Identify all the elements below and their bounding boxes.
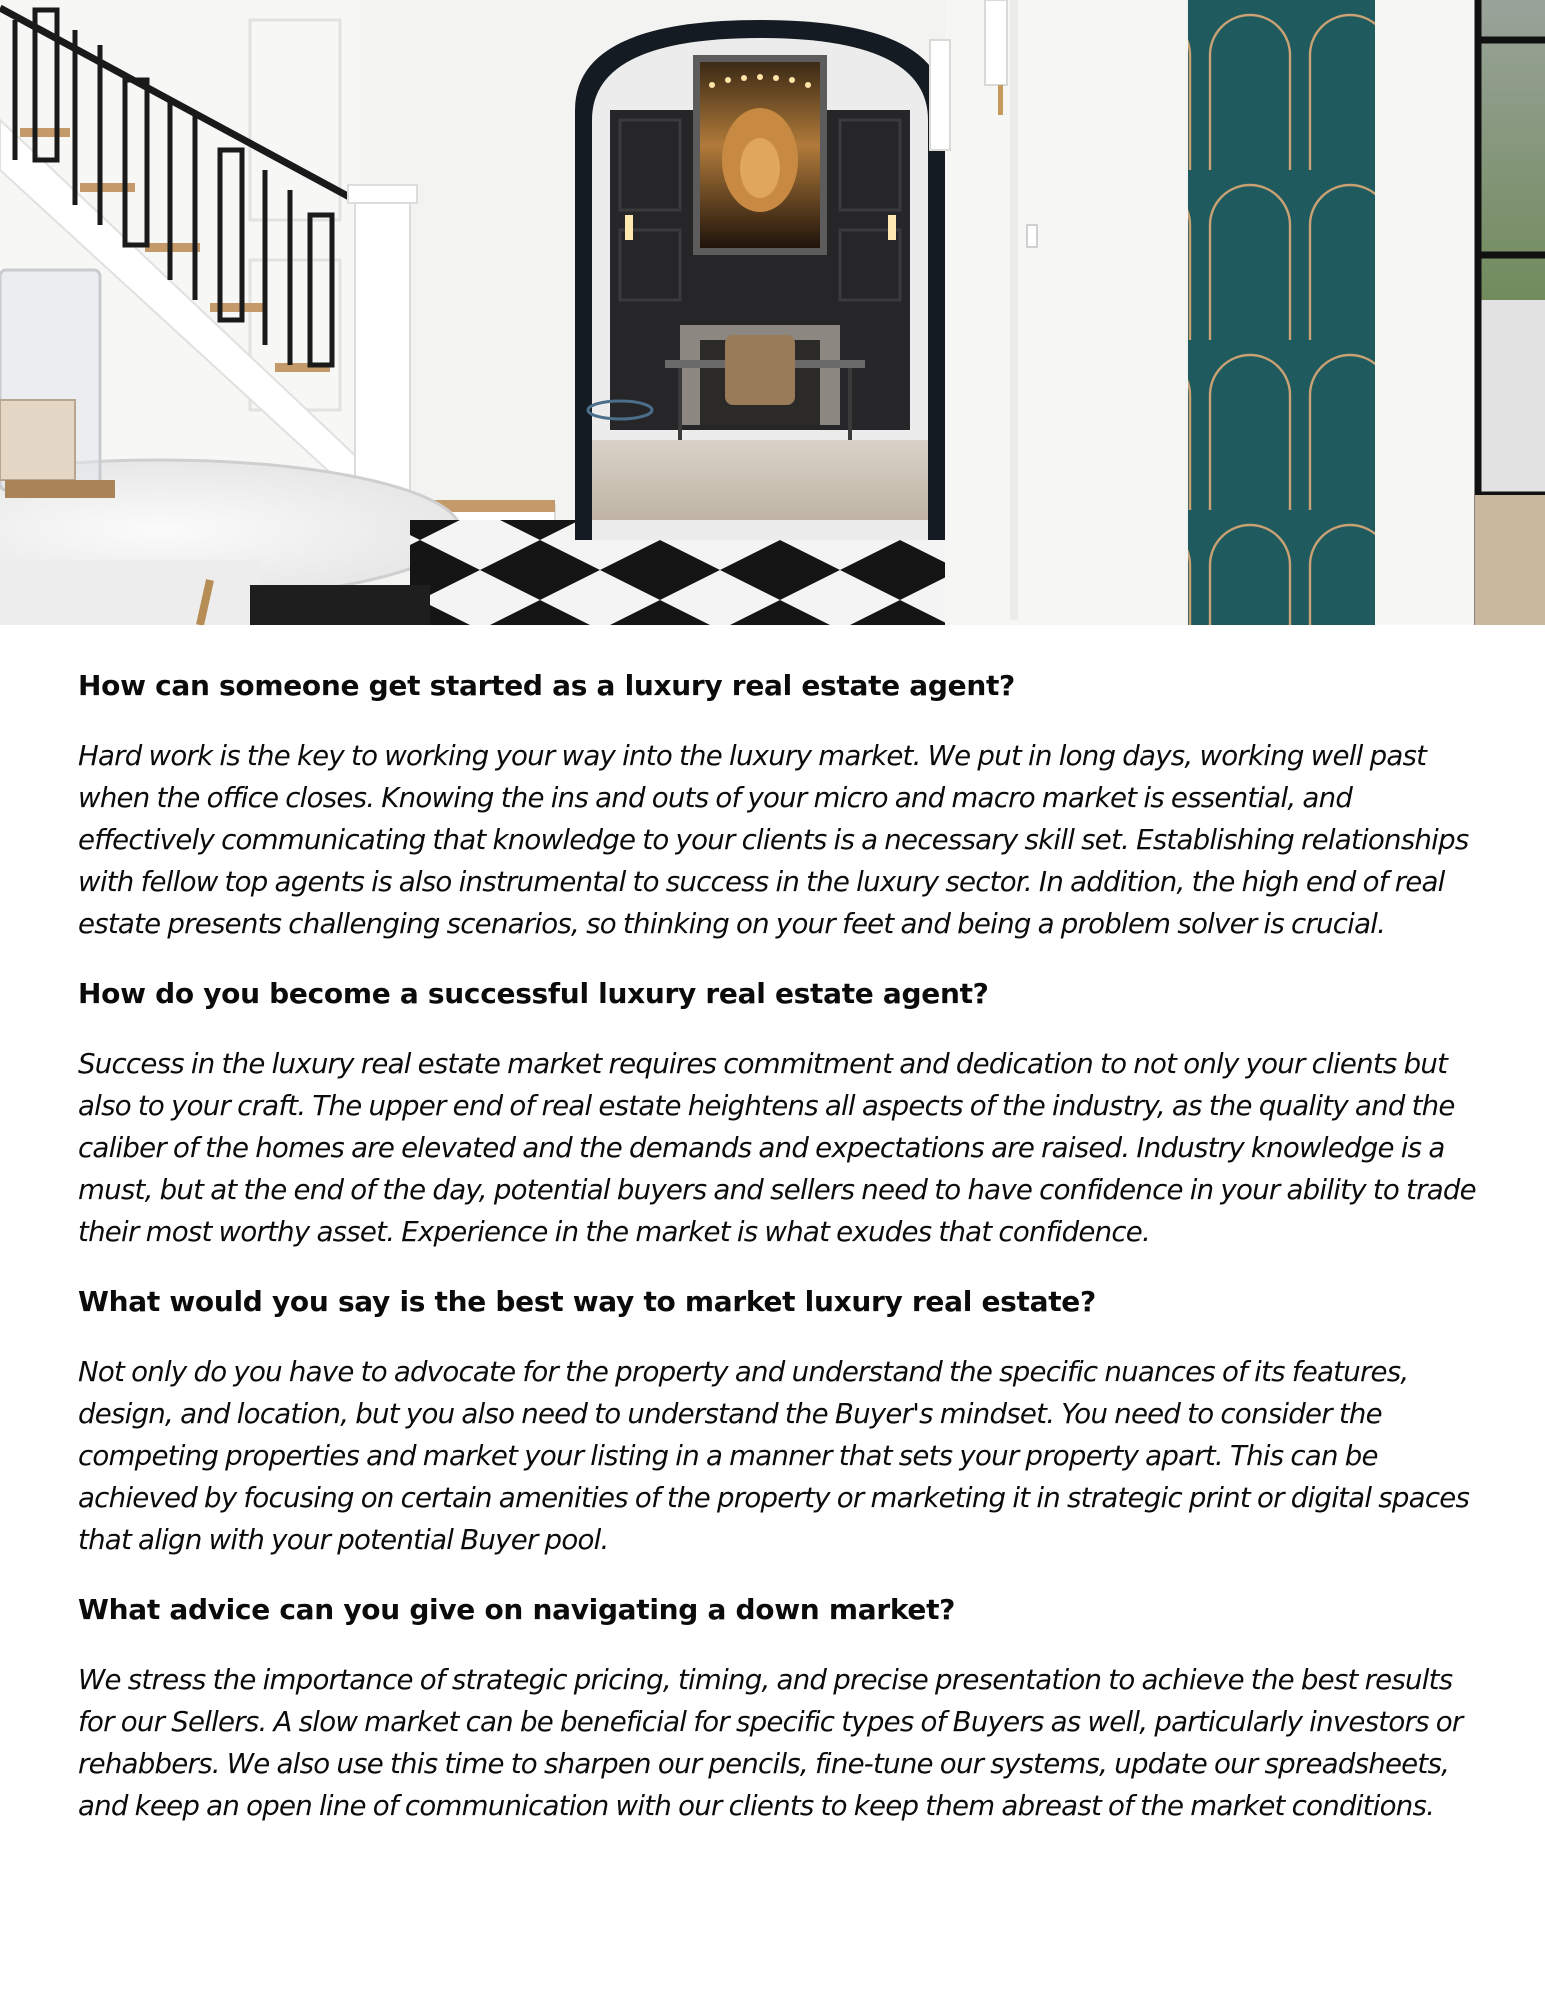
answer-paragraph: Hard work is the key to working your way into the luxury market. We put in long days, working well past when the office closes. Knowing the ins and outs of your micro and macro market is essential, and effectively communicating that knowledge to your clients is a necessary skill set. Establishing relationships with fellow top agents is also instrumental to success in the luxury sector. In addition, the high end of real estate presents challenging scenarios, so thinking on your feet and being a problem solver is crucial. <box>78 739 1469 940</box>
qa-section-3 <box>78 1284 1478 1561</box>
qa-section-2 <box>78 976 1478 1253</box>
question-heading: How can someone get started as a luxury real estate agent? <box>78 669 1015 702</box>
right-wall <box>930 0 1185 625</box>
answer-paragraph: We stress the importance of strategic pricing, timing, and precise presentation to achieve the best results for our Sellers. A slow market can be beneficial for specific types of Buyers as well, particularly investors or rehabbers. We also use this time to sharpen our pencils, fine-tune our systems, update our spreadsheets, and keep an open line of communication with our clients to keep them abreast of the market conditions. <box>78 1663 1463 1822</box>
black-framed-window <box>1475 0 1545 625</box>
question-heading: What would you say is the best way to market luxury real estate? <box>78 1285 1096 1318</box>
qa-article <box>78 668 1478 1858</box>
answer-paragraph: Not only do you have to advocate for the property and understand the specific nuances of its features, design, and location, but you also need to understand the Buyer's mindset. You need to consider the competing properties and market your listing in a manner that sets your property apart. This can be achieved by focusing on certain amenities of the property or marketing it in strategic print or digital spaces that align with your potential Buyer pool. <box>78 1355 1470 1556</box>
answer-paragraph: Success in the luxury real estate market requires commitment and dedication to not only your clients but also to your craft. The upper end of real estate heightens all aspects of the industry, as the quality and the caliber of the homes are elevated and the demands and expectations are raised. Industry knowledge is a must, but at the end of the day, potential buyers and sellers need to have confidence in your ability to trade their most worthy asset. Experience in the market is what exudes that confidence. <box>78 1047 1476 1248</box>
hero-photo <box>0 0 1545 625</box>
question-heading: How do you become a successful luxury real estate agent? <box>78 977 989 1010</box>
question-heading: What advice can you give on navigating a down market? <box>78 1593 956 1626</box>
white-pillar <box>1375 0 1475 625</box>
qa-section-4 <box>78 1592 1478 1827</box>
qa-section-1 <box>78 668 1478 945</box>
arched-doorway <box>575 20 945 540</box>
teal-wallpaper <box>1188 0 1375 625</box>
luxury-foyer-illustration <box>0 0 1545 625</box>
